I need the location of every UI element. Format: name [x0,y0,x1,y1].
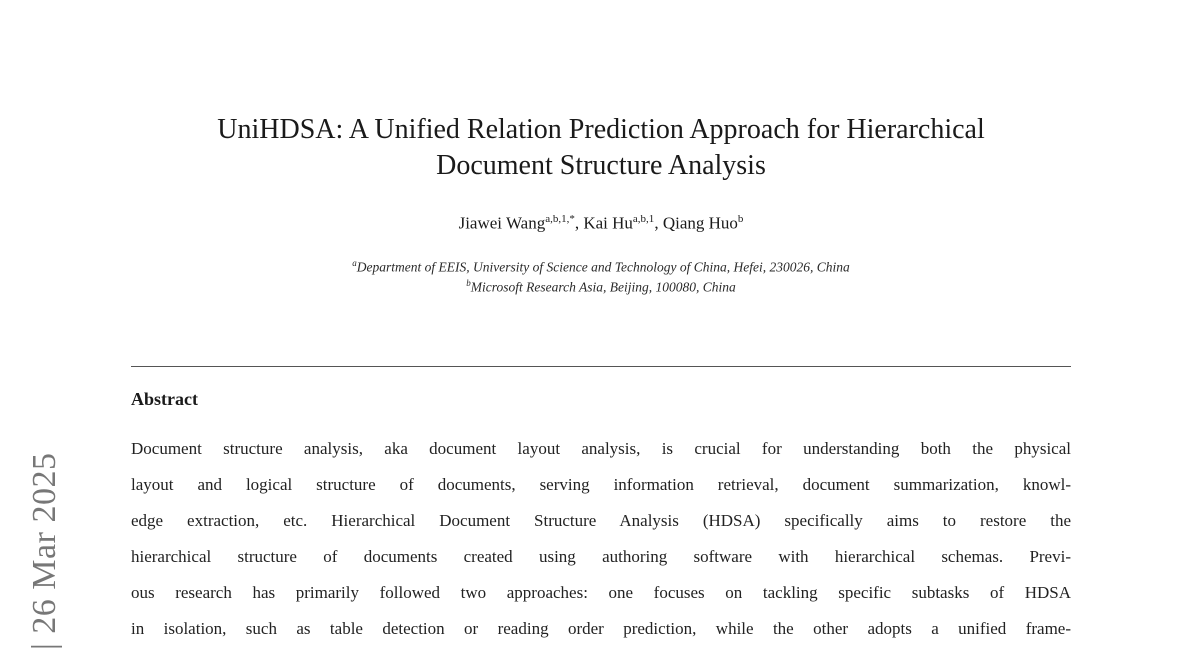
affiliation-text: Microsoft Research Asia, Beijing, 100080, China [470,279,736,295]
abstract-body [131,437,1071,653]
affiliation-b [131,278,1071,296]
paper-title [131,112,1071,184]
abstract-heading: Abstract [131,389,198,409]
horizontal-rule [131,366,1071,367]
author-name: Qiang Huo [662,213,738,233]
abstract-line: layout and logical structure of documents, serving information retrieval, document summarization, knowl- [131,475,1071,494]
author-separator: , [654,213,663,233]
abstract-line: Document structure analysis, aka document layout analysis, is crucial for understanding both the physical [131,439,1071,458]
author-separator: , [574,213,584,233]
author-superscript: a,b,1 [632,213,655,225]
abstract-line: in isolation, such as table detection or reading order prediction, while the other adopts a unified frame- [131,619,1071,638]
abstract-line: hierarchical structure of documents created using authoring software with hierarchical schemas. Previ- [131,547,1071,566]
affiliation-mark: a [352,258,357,268]
paper-title-line-2: Document Structure Analysis [436,150,766,181]
author-superscript: b [737,213,744,225]
author-name: Kai Hu [583,213,633,233]
abstract-line: ous research has primarily followed two approaches: one focuses on tackling specific subtasks of HDSA [131,583,1071,602]
author-superscript: a,b,1,* [545,213,575,225]
affiliation-mark: b [466,278,471,288]
author-name: Jiawei Wang [458,213,546,233]
abstract-line: edge extraction, etc. Hierarchical Document Structure Analysis (HDSA) specifically aims to restore the [131,511,1071,530]
affiliation-a [131,258,1071,276]
paper-title-line-1: UniHDSA: A Unified Relation Prediction Approach for Hierarchical [217,114,985,145]
author-list [131,213,1071,234]
arxiv-side-stamp [26,410,76,650]
arxiv-date-stamp: | 26 Mar 2025 [26,452,63,650]
affiliation-text: Department of EEIS, University of Science and Technology of China, Hefei, 230026, China [356,259,850,275]
